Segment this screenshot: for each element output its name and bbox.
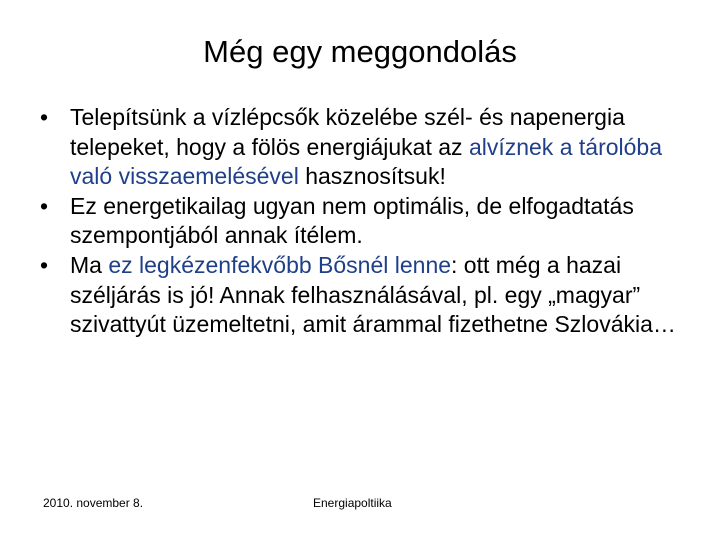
bullet-text: hasznosítsuk! [298, 163, 446, 190]
bullet-text: Ez energetikailag ugyan nem optimális, de elfogadtatás szempontjából annak ítélem. [70, 192, 634, 249]
bullet-text: : ott még a hazai széljárás is jó! Annak felhasználásával, pl. egy „magyar” szivattyút üzemeltetni, amit árammal fizethetne Szlovákia… [70, 251, 676, 338]
bullet-item [40, 192, 680, 251]
highlighted-text: alvíznek a tárolóba való visszaemelésével [70, 133, 663, 190]
bullet-marker: • [40, 104, 49, 130]
bullet-item [40, 251, 680, 340]
bullet-list [40, 103, 680, 340]
bullet-marker: • [40, 251, 49, 278]
footer-date: 2010. november 8. [43, 496, 144, 510]
highlighted-text: ez legkézenfekvőbb Bősnél lenne [108, 251, 452, 278]
slide-title: Még egy meggondolás [203, 34, 517, 69]
bullet-item [40, 103, 680, 192]
bullet-text: Ma [70, 251, 109, 278]
bullet-text: Telepítsünk a vízlépcsők közelébe szél- és napenergia telepeket, hogy a fölös energiájukat az [70, 104, 625, 160]
bullet-marker: • [40, 192, 49, 219]
footer-topic: Energiapoltiika [313, 496, 392, 510]
